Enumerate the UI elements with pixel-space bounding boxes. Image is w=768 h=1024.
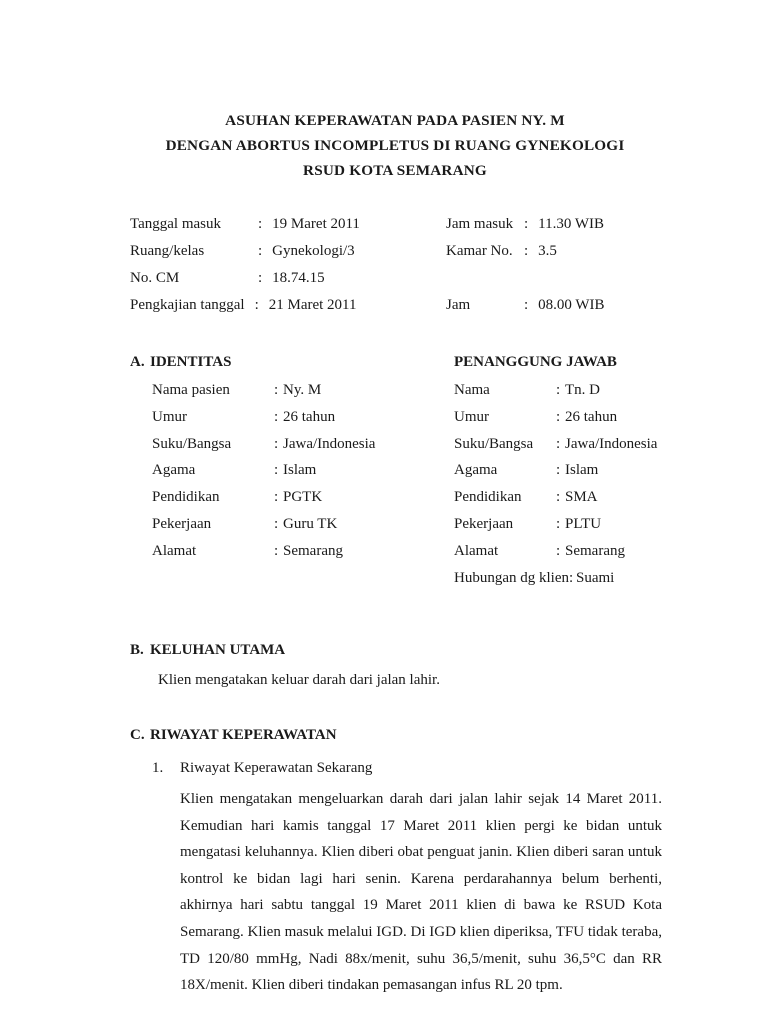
patient-identity-column: [152, 377, 452, 565]
identity-row: [454, 377, 704, 404]
identity-colon: :: [274, 515, 279, 532]
admission-right-entry: [446, 211, 706, 238]
admission-row: [130, 292, 660, 319]
section-c: [130, 724, 660, 999]
section-b-letter: B.: [130, 642, 144, 658]
identity-value: PLTU: [565, 515, 602, 532]
admission-label: Pengkajian tanggal: [130, 297, 245, 313]
identity-colon: :: [274, 382, 279, 398]
identity-value: Guru TK: [283, 515, 338, 532]
title-line-3: RSUD KOTA SEMARANG: [303, 162, 487, 179]
identity-label: Umur: [454, 408, 489, 425]
section-a-letter: A.: [130, 354, 145, 370]
admission-right-entry: [446, 238, 706, 265]
identity-row: [152, 511, 452, 538]
identity-row: [152, 538, 452, 565]
section-c-letter: C.: [130, 727, 145, 743]
admission-colon: :: [258, 243, 263, 259]
identity-row: [454, 565, 704, 592]
admission-left-entry: [130, 211, 450, 238]
identity-value: Jawa/Indonesia: [283, 435, 376, 452]
identity-label: Pendidikan: [152, 489, 220, 506]
section-a-heading-row: [130, 351, 660, 373]
identity-label: Nama pasien: [152, 382, 230, 398]
section-b-title: KELUHAN UTAMA: [150, 642, 286, 658]
admission-right-entry: [446, 292, 706, 319]
admission-colon: :: [258, 270, 263, 286]
identity-colon: :: [274, 542, 279, 559]
admission-label: Tanggal masuk: [130, 216, 222, 232]
identity-value: PGTK: [283, 489, 323, 506]
identity-value: 26 tahun: [565, 408, 618, 425]
identity-row: [454, 457, 704, 484]
admission-label: Ruang/kelas: [130, 243, 205, 259]
identity-row: [454, 511, 704, 538]
title-line-2: DENGAN ABORTUS INCOMPLETUS DI RUANG GYNEKOLOGI: [165, 137, 625, 154]
admission-row: [130, 211, 660, 238]
section-b-body: Klien mengatakan keluar darah dari jalan lahir.: [158, 672, 440, 688]
admission-value: 18.74.15: [272, 270, 325, 286]
admission-colon: :: [524, 243, 529, 259]
admission-value: 19 Maret 2011: [272, 216, 360, 232]
identity-value: Ny. M: [283, 382, 322, 398]
identity-value: Islam: [565, 462, 599, 479]
admission-colon: :: [524, 297, 529, 313]
admission-value: 3.5: [538, 243, 557, 259]
identity-colon: :: [556, 462, 561, 479]
identity-label: Nama: [454, 382, 490, 398]
identity-value: Suami: [575, 569, 615, 586]
section-c-title: RIWAYAT KEPERAWATAN: [150, 727, 337, 743]
identity-colon: :: [274, 462, 279, 479]
identity-row: [152, 457, 452, 484]
identity-row: [152, 404, 452, 431]
identity-colon: :: [556, 542, 561, 559]
identity-label: Pekerjaan: [152, 515, 212, 532]
identity-label: Alamat: [152, 542, 197, 559]
section-b-heading: [130, 639, 660, 661]
identity-value: Islam: [283, 462, 317, 479]
identity-row: [454, 484, 704, 511]
identity-colon: :: [274, 435, 279, 452]
identity-colon: :: [568, 569, 574, 586]
item-title: Riwayat Keperawatan Sekarang: [180, 760, 373, 776]
identity-colon: :: [274, 489, 279, 506]
identity-label: Suku/Bangsa: [152, 435, 232, 452]
admission-colon: :: [524, 216, 529, 232]
document-title-block: [130, 0, 660, 183]
identity-section: [130, 377, 660, 587]
item-number: 1.: [152, 760, 164, 776]
admission-left-entry: [130, 265, 450, 292]
identity-colon: :: [556, 435, 561, 452]
identity-label: Agama: [152, 462, 196, 479]
admission-row: [130, 238, 660, 265]
admission-label: No. CM: [130, 270, 180, 286]
admission-value: 21 Maret 2011: [268, 297, 357, 313]
admission-label: Jam masuk: [446, 216, 514, 232]
identity-row: [152, 377, 452, 404]
identity-colon: :: [556, 489, 561, 506]
responsible-party-heading: PENANGGUNG JAWAB: [454, 354, 617, 370]
section-c-paragraph: Klien mengatakan mengeluarkan darah dari jalan lahir sejak 14 Maret 2011. Kemudian hari kamis tanggal 17 Maret 2011 klien pergi ke bidan untuk mengatasi keluhannya. Klien diberi obat penguat janin. Klien diberi saran untuk kontrol ke bidan lagi hari senin. Karena perdarahannya belum berhenti, akhirnya hari sabtu tanggal 19 Maret 2011 klien di bawa ke RSUD Kota Semarang. Klien masuk melalui IGD. Di IGD klien diperiksa, TFU tidak teraba, TD 120/80 mmHg, Nadi 88x/menit, suhu 36,5/menit, suhu 36,5°C dan RR 18X/menit. Klien diberi tindakan pemasangan infus RL 20 tpm.: [180, 791, 662, 994]
section-c-item-1: [152, 756, 660, 780]
identity-colon: :: [556, 408, 561, 425]
admission-value: 08.00 WIB: [538, 297, 605, 313]
section-c-heading: [130, 724, 660, 746]
responsible-party-column: [454, 377, 704, 591]
identity-row: [152, 484, 452, 511]
identity-colon: :: [274, 408, 279, 425]
admission-row: [130, 265, 660, 292]
admission-colon: :: [254, 297, 259, 313]
identity-value: Tn. D: [565, 382, 600, 398]
title-line-1: ASUHAN KEPERAWATAN PADA PASIEN NY. M: [225, 112, 565, 129]
admission-label: Jam: [446, 297, 471, 313]
identity-label: Hubungan dg klien: [454, 569, 569, 586]
section-b: [130, 639, 660, 692]
identity-colon: :: [556, 382, 561, 398]
identity-value: Jawa/Indonesia: [565, 435, 658, 452]
section-a-heading: [130, 351, 231, 373]
section-a-title: IDENTITAS: [150, 354, 232, 370]
admission-value: 11.30 WIB: [538, 216, 605, 232]
admission-value: Gynekologi/3: [272, 243, 355, 259]
admission-label: Kamar No.: [446, 243, 513, 259]
identity-row: [454, 431, 704, 458]
admission-info: [130, 211, 660, 319]
identity-value: Semarang: [565, 542, 625, 559]
identity-label: Umur: [152, 408, 187, 425]
identity-value: 26 tahun: [283, 408, 336, 425]
identity-value: SMA: [565, 489, 598, 506]
admission-right-entry: [446, 265, 706, 292]
identity-label: Pekerjaan: [454, 515, 514, 532]
identity-label: Agama: [454, 462, 498, 479]
admission-left-entry: [130, 238, 450, 265]
identity-label: Alamat: [454, 542, 499, 559]
admission-left-entry: [130, 292, 450, 319]
identity-colon: :: [556, 515, 561, 532]
identity-label: Pendidikan: [454, 489, 522, 506]
identity-row: [454, 404, 704, 431]
identity-row: [454, 538, 704, 565]
identity-label: Suku/Bangsa: [454, 435, 534, 452]
identity-value: Semarang: [283, 542, 343, 559]
admission-colon: :: [258, 216, 263, 232]
identity-row: [152, 431, 452, 458]
document-content: [130, 0, 660, 999]
